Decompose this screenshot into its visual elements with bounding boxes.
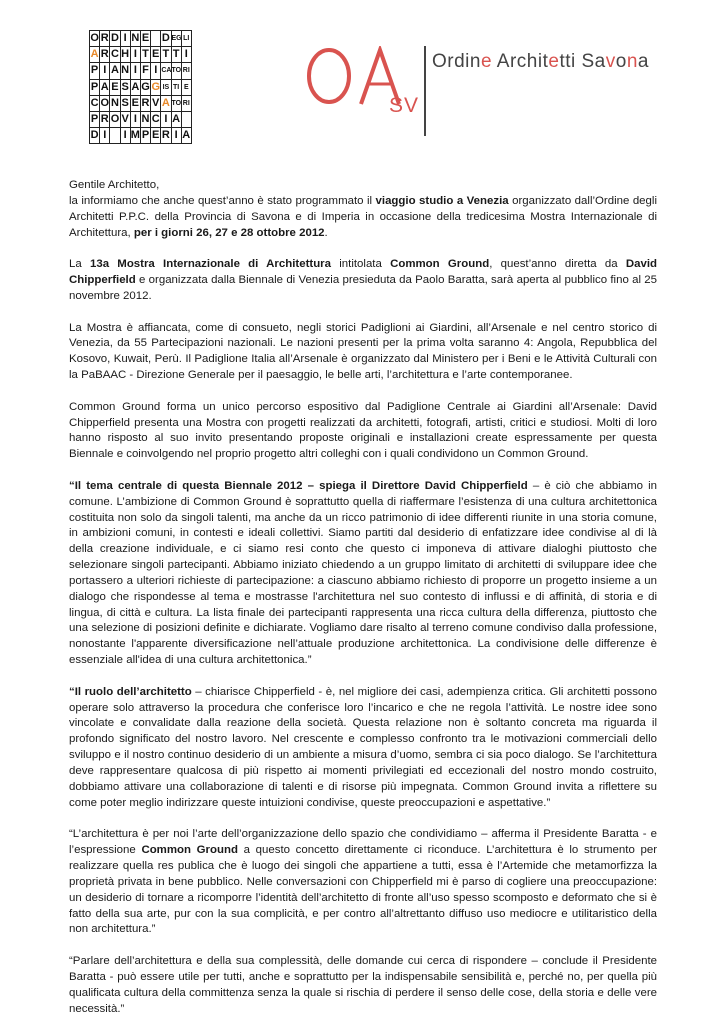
logo-letter-cell: R [100, 47, 110, 63]
logo-letter-cell: E [151, 47, 161, 63]
logo-letter-cell: I [131, 112, 141, 128]
sv-mark: SV [389, 94, 420, 117]
paragraph-baratta: “L’architettura è per noi l’arte dell’organizzazione dello spazio che condividiamo – afferma il Presidente Baratta - e l’espressione Common Ground a questo concetto direttamente ci riconduce. L’architettura è lo strumento per realizzare quella res publica che è luogo dei singoli che appartiene a tutti, essa è l’Artemide che metamorfizza la proprietà privata in bene pubblico. Nelle conversazioni con Chipperfield mi è parso di cogliere una preoccupazione: un desiderio di tornare a ricomporre l’identità dell’architetto di fronte all’uso spesso scomposto e deformato che si è fatto della sua arte, pur con la sua complicità, e per contro all’altrettanto diffuso uso mediocre e utilitaristico della non architettura.” [69, 828, 658, 936]
logo-letter-cell: EG [172, 31, 182, 47]
logo-letter-cell: D [90, 128, 100, 144]
logo-letter-cell: V [151, 96, 161, 112]
logo-letter-cell: A [100, 80, 110, 96]
logo-letter-cell: TI [172, 80, 182, 96]
logo-letter-cell: E [141, 31, 151, 47]
logo-letter-cell: O [90, 31, 100, 47]
logo-letter-cell: C [151, 112, 161, 128]
logo-letter-cell: D [110, 31, 120, 47]
logo-letter-cell: V [121, 112, 131, 128]
logo-letter-cell: I [121, 128, 131, 144]
logo-letter-cell: G [151, 80, 161, 96]
logo-letter-cell: N [110, 96, 120, 112]
logo-letter-cell: C [90, 96, 100, 112]
logo-letter-cell: O [110, 112, 120, 128]
logo-letter-cell: D [161, 31, 171, 47]
logo-letter-cell: LI [182, 31, 192, 47]
logo-letter-cell: H [121, 47, 131, 63]
logo-letter-cell: E [110, 80, 120, 96]
logo-letter-cell: S [121, 96, 131, 112]
logo-letter-cell: C [110, 47, 120, 63]
logo-letter-cell: A [131, 80, 141, 96]
logo-letter-cell: I [121, 31, 131, 47]
logo-letter-cell: F [141, 63, 151, 79]
logo-letter-cell: A [182, 128, 192, 144]
logo-ordine-imperia [89, 30, 192, 144]
logo-letter-cell: R [100, 112, 110, 128]
logo-letter-cell [151, 31, 161, 47]
oa-logo-mark [305, 46, 420, 136]
logo-letter-cell: T [172, 47, 182, 63]
logo-letter-cell: P [141, 128, 151, 144]
savona-name: Ordine Architetti Savona [432, 51, 649, 72]
logo-letter-cell: O [100, 96, 110, 112]
logo-letter-cell: I [172, 128, 182, 144]
logo-letter-cell: E [151, 128, 161, 144]
paragraph-conclusione: “Parlare dell’architettura e della sua complessità, delle domande cui cerca di rispondere – conclude il Presidente Baratta - può essere utile per tutti, anche e soprattutto per la indispensabile sensibilità e, perché no, per quella più qualificata cultura della committenza senza la quale si rischia di perdere il senso delle cose, della storia e delle vere necessità.” [69, 955, 657, 1015]
logo-letter-cell: R [161, 128, 171, 144]
logo-letter-cell: I [161, 112, 171, 128]
logo-letter-cell: CA [161, 63, 171, 79]
logo-letter-cell: P [90, 63, 100, 79]
logo-divider [424, 46, 426, 136]
logo-letter-cell: G [141, 80, 151, 96]
logo-letter-cell: N [141, 112, 151, 128]
logo-letter-cell: RI [182, 63, 192, 79]
logo-letter-cell: P [90, 112, 100, 128]
letter-body [69, 178, 657, 1033]
logo-letter-cell: TO [172, 63, 182, 79]
logo-letter-cell: E [182, 80, 192, 96]
logo-letter-cell [110, 128, 120, 144]
paragraph-chipperfield-ruolo: “Il ruolo dell’architetto – chiarisce Chipperfield - è, nel migliore dei casi, adempienza critica. Gli architetti possono operare solo attraverso la procedura che conferisce loro l’incarico e che ne regola l’attività. Le nostre idee sono vincolate e convalidate dalla reazione della società. Questa relazione non è soltanto concreta ma riguarda il profondo significato del nostro lavoro. Nel crescente e complesso confronto tra le motivazioni commerciali dello sviluppo e il nostro continuo desiderio di un ambiente a misura d’uomo, sembra ci sia poco dialogo. Se l’architettura deve rappresentare qualcosa di più rispetto ai momenti privilegiati ed eccezionali del nostro mondo costruito, dobbiamo attivare una collaborazione di talenti e di risorse più impegnata. Common Ground invita a riflettere su come poter meglio indirizzare queste intuizioni condivise, queste preoccupazioni e aspettative.” [69, 685, 657, 809]
paragraph-intro: Gentile Architetto, la informiamo che anche quest’anno è stato programmato il viaggio studio a Venezia organizzato dall’Ordine degli Architetti P.P.C. della Provincia di Savona e di Imperia in occasione della tredicesima Mostra Internazionale di Architettura, per i giorni 26, 27 e 28 ottobre 2012. [69, 179, 657, 239]
logo-letter-cell: N [131, 31, 141, 47]
greeting: Gentile Architetto, [69, 179, 160, 191]
logo-letter-cell: A [90, 47, 100, 63]
logo-letter-cell: I [100, 128, 110, 144]
logo-letter-cell: M [131, 128, 141, 144]
logo-letter-cell: E [131, 96, 141, 112]
logo-letter-cell: IS [161, 80, 171, 96]
logo-letter-cell: A [161, 96, 171, 112]
logo-letter-cell: P [90, 80, 100, 96]
logo-letter-cell: A [110, 63, 120, 79]
logo-letter-cell: I [100, 63, 110, 79]
logo-letter-cell: RI [182, 96, 192, 112]
logo-letter-cell: I [131, 47, 141, 63]
logo-letter-cell: I [151, 63, 161, 79]
logo-letter-cell: TO [172, 96, 182, 112]
logo-letter-cell: T [161, 47, 171, 63]
logo-letter-cell: R [141, 96, 151, 112]
logo-letter-cell: A [172, 112, 182, 128]
logo-letter-cell: N [121, 63, 131, 79]
logo-letter-cell: S [121, 80, 131, 96]
logo-letter-cell: R [100, 31, 110, 47]
logo-letter-cell: I [131, 63, 141, 79]
paragraph-mostra: La 13a Mostra Internazionale di Architettura intitolata Common Ground, quest’anno diretta da David Chipperfield e organizzata dalla Biennale di Venezia presieduta da Paolo Baratta, sarà aperta al pubblico fino al 25 novembre 2012. [69, 258, 657, 302]
logo-letter-cell [182, 112, 192, 128]
paragraph-chipperfield-tema: “Il tema centrale di questa Biennale 2012 – spiega il Direttore David Chipperfield – è ciò che abbiamo in comune. L’ambizione di Common Ground è soprattutto quella di riaffermare l’esistenza di una cultura architettonica costituita non solo da singoli talenti, ma anche da un ricco patrimonio di idee differenti riunite in una storia comune, in ambizioni comuni, in contesti e ideali collettivi. Siamo partiti dal desiderio di enfatizzare idee condivise al di là della creazione individuale, e ci siamo resi conto che questo ci imponeva di attivare dialoghi piuttosto che selezionare singoli partecipanti. Abbiamo iniziato chiedendo a un gruppo limitato di architetti di sviluppare idee che portassero a ulteriori richieste di partecipazione: a ciascuno abbiamo richiesto di proporre un progetto insieme a un dialogo che rispondesse al tema e mostrasse l'architettura nel suo contesto di influssi e di affinità, di storia e di lingua, di città e cultura. La lista finale dei partecipanti rappresenta una ricca cultura della differenza, piuttosto che una selezione di posizioni definite e dichiarate. Vogliamo dare risalto al terreno comune condiviso dalla professione, nonostante l'apparente diversificazione nell’attuale produzione architettonica. La condivisione delle differenze è essenziale all'idea di una cultura architettonica.” [69, 479, 657, 667]
logo-letter-cell: I [182, 47, 192, 63]
logo-letter-cell: T [141, 47, 151, 63]
logo-ordine-savona [305, 46, 695, 136]
paragraph-padiglioni: La Mostra è affiancata, come di consueto, negli storici Padiglioni ai Giardini, all’Arsenale e nel centro storico di Venezia, da 55 Partecipazioni nazionali. Le nazioni presenti per la prima volta saranno 4: Angola, Repubblica del Kosovo, Kuwait, Perù. Il Padiglione Italia all’Arsenale è organizzato dal Ministero per i Beni e le Attività Culturali con la PaBAAC - Direzione Generale per il paesaggio, le belle arti, l’architettura e l’arte contemporanee. [69, 321, 657, 382]
paragraph-common-ground: Common Ground forma un unico percorso espositivo dal Padiglione Centrale ai Giardini all’Arsenale: David Chipperfield presenta una Mostra con progetti realizzati da architetti, fotografi, artisti, critici e studiosi. Molti di loro hanno risposto al suo invito presentando proposte originali e installazioni create espressamente per questa Biennale e coinvolgendo nel proprio progetto altri colleghi con i quali condividono un Common Ground. [69, 400, 657, 461]
